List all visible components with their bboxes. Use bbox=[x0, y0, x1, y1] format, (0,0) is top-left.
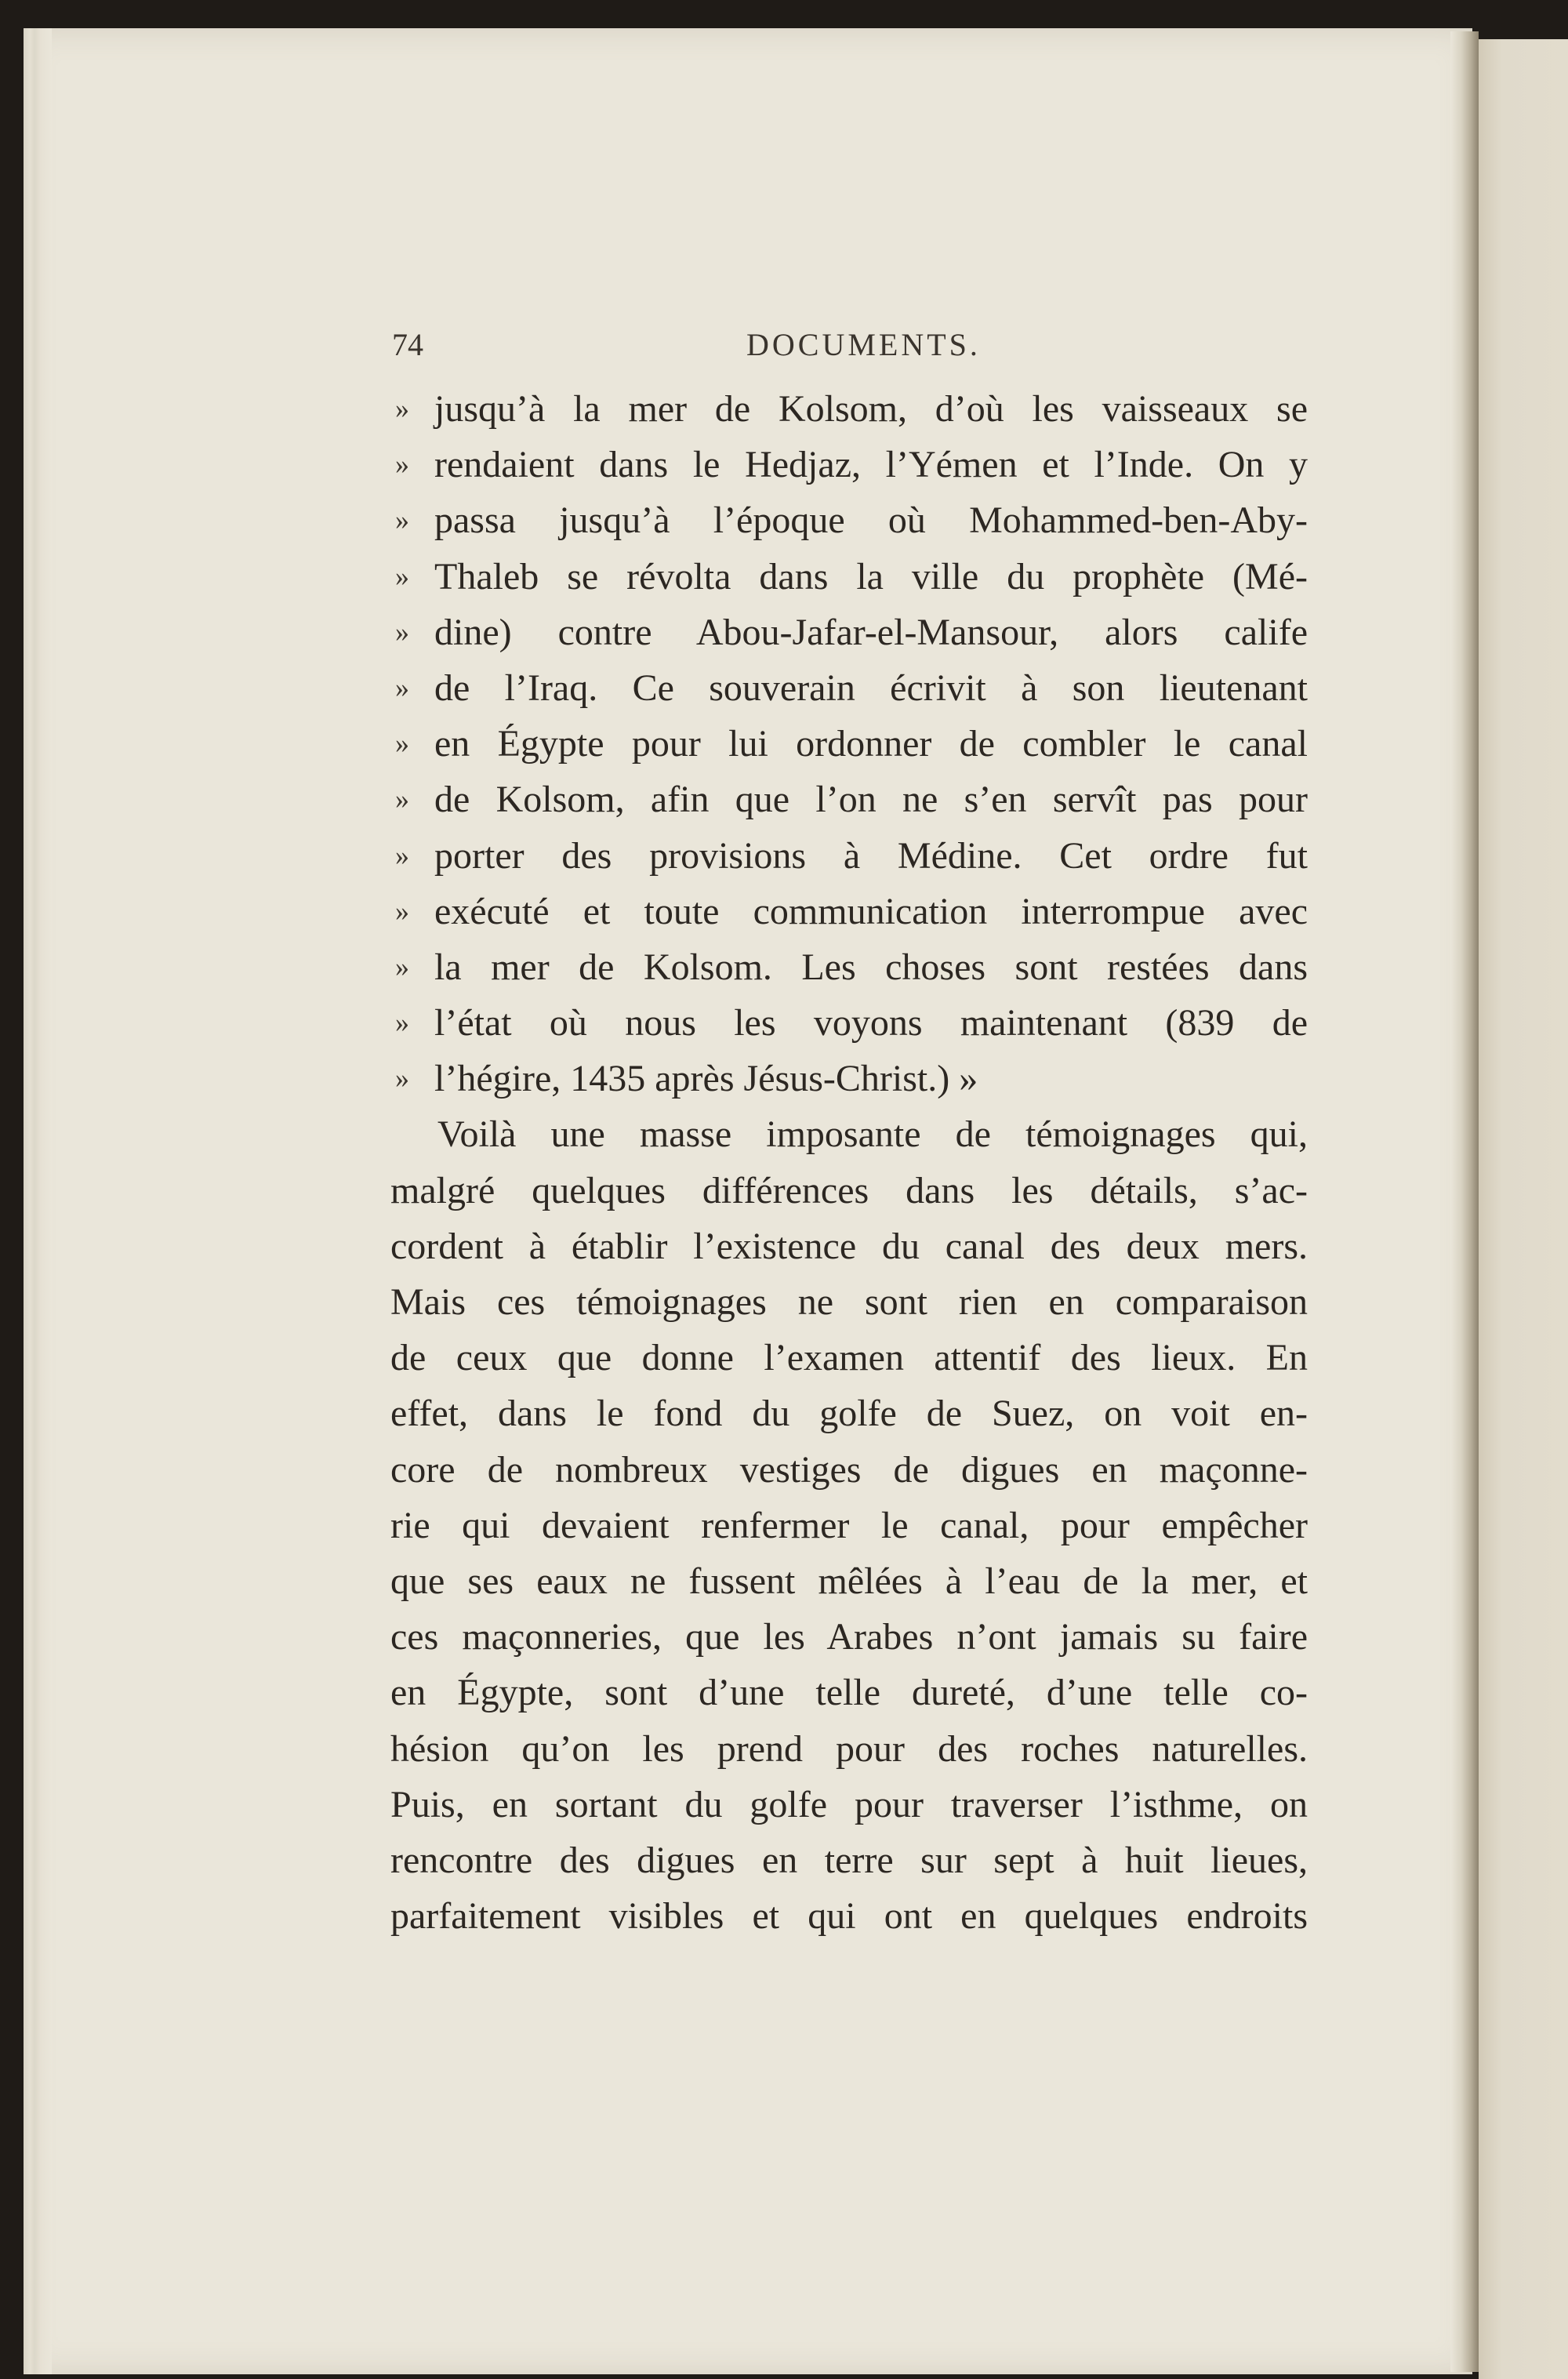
quoted-line-text: rendaient dans le Hedjaz, l’Yémen et l’Inde. On y bbox=[434, 444, 1308, 486]
quote-mark: » bbox=[395, 728, 409, 760]
paragraph-line: effet, dans le fond du golfe de Suez, on voit en- bbox=[390, 1393, 1308, 1435]
quoted-line bbox=[390, 828, 1308, 884]
paragraph-line: en Égypte, sont d’une telle dureté, d’une telle co- bbox=[390, 1672, 1308, 1714]
body-text bbox=[390, 381, 1308, 1944]
paragraph-line: Mais ces témoignages ne sont rien en comparaison bbox=[390, 1281, 1308, 1323]
paragraph-line: malgré quelques différences dans les détails, s’ac- bbox=[390, 1169, 1308, 1211]
quoted-line-text: exécuté et toute communication interrompue avec bbox=[434, 890, 1308, 932]
quoted-line-text: de Kolsom, afin que l’on ne s’en servît pas pour bbox=[434, 779, 1308, 821]
quoted-line bbox=[390, 995, 1308, 1051]
quote-mark: » bbox=[395, 504, 409, 536]
paragraph-line: rie qui devaient renfermer le canal, pour empêcher bbox=[390, 1504, 1308, 1546]
running-title: DOCUMENTS. bbox=[746, 327, 981, 362]
quoted-line bbox=[390, 605, 1308, 660]
quoted-line bbox=[390, 492, 1308, 548]
quote-mark: » bbox=[395, 616, 409, 648]
quote-mark: » bbox=[395, 783, 409, 815]
quoted-line-text: Thaleb se révolta dans la ville du prophète (Mé- bbox=[434, 555, 1308, 597]
quoted-line-text: passa jusqu’à l’époque où Mohammed-ben-Aby- bbox=[434, 499, 1308, 542]
quoted-line bbox=[390, 772, 1308, 827]
paragraph-line: de ceux que donne l’examen attentif des lieux. En bbox=[390, 1337, 1308, 1379]
book-gutter bbox=[1450, 31, 1479, 2372]
paragraph-line: Puis, en sortant du golfe pour traverser l’isthme, on bbox=[390, 1783, 1308, 1825]
facing-page-edge bbox=[1479, 39, 1568, 2379]
quote-mark: » bbox=[395, 671, 409, 703]
quote-mark: » bbox=[395, 1062, 409, 1095]
quoted-line-text: dine) contre Abou-Jafar-el-Mansour, alors calife bbox=[434, 611, 1308, 653]
paragraph-line: hésion qu’on les prend pour des roches naturelles. bbox=[390, 1727, 1308, 1770]
page-number: 74 bbox=[392, 327, 423, 362]
paragraph-line: rencontre des digues en terre sur sept à huit lieues, bbox=[390, 1839, 1308, 1881]
paragraph-line: parfaitement visibles et qui ont en quelques endroits bbox=[390, 1895, 1308, 1938]
quoted-line bbox=[390, 437, 1308, 492]
quote-mark: » bbox=[395, 449, 409, 481]
paragraph-line: Voilà une masse imposante de témoignages qui, bbox=[437, 1113, 1308, 1156]
paragraph-line: que ses eaux ne fussent mêlées à l’eau de la mer, et bbox=[390, 1560, 1308, 1602]
quoted-line-text: l’état où nous les voyons maintenant (839 de bbox=[434, 1002, 1308, 1044]
quoted-line bbox=[390, 716, 1308, 772]
paragraph-line: core de nombreux vestiges de digues en maçonne- bbox=[390, 1448, 1308, 1491]
quoted-line bbox=[390, 884, 1308, 939]
page-stack-edge bbox=[24, 28, 52, 2374]
quoted-line bbox=[390, 549, 1308, 605]
quoted-line-text: porter des provisions à Médine. Cet ordre fut bbox=[434, 834, 1308, 877]
quote-mark: » bbox=[395, 895, 409, 927]
quote-mark: » bbox=[395, 950, 409, 982]
paragraph-line: cordent à établir l’existence du canal des deux mers. bbox=[390, 1225, 1308, 1267]
quoted-line-text: de l’Iraq. Ce souverain écrivit à son lieutenant bbox=[434, 666, 1308, 709]
paragraph-line: ces maçonneries, que les Arabes n’ont jamais su faire bbox=[390, 1616, 1308, 1658]
quoted-line-text: la mer de Kolsom. Les choses sont restées dans bbox=[434, 946, 1308, 988]
quoted-line bbox=[390, 939, 1308, 995]
quote-mark: » bbox=[395, 1007, 409, 1039]
quoted-line-text: jusqu’à la mer de Kolsom, d’où les vaisseaux se bbox=[434, 388, 1308, 430]
quote-mark: » bbox=[395, 560, 409, 592]
quoted-line bbox=[390, 381, 1308, 437]
quoted-line-text: en Égypte pour lui ordonner de combler le canal bbox=[434, 723, 1308, 765]
quoted-line-text: l’hégire, 1435 après Jésus-Christ.) » bbox=[434, 1058, 978, 1100]
quoted-line bbox=[390, 1051, 1308, 1106]
quote-mark: » bbox=[395, 839, 409, 871]
quote-mark: » bbox=[395, 393, 409, 424]
running-head bbox=[392, 321, 1317, 369]
quoted-line bbox=[390, 660, 1308, 716]
